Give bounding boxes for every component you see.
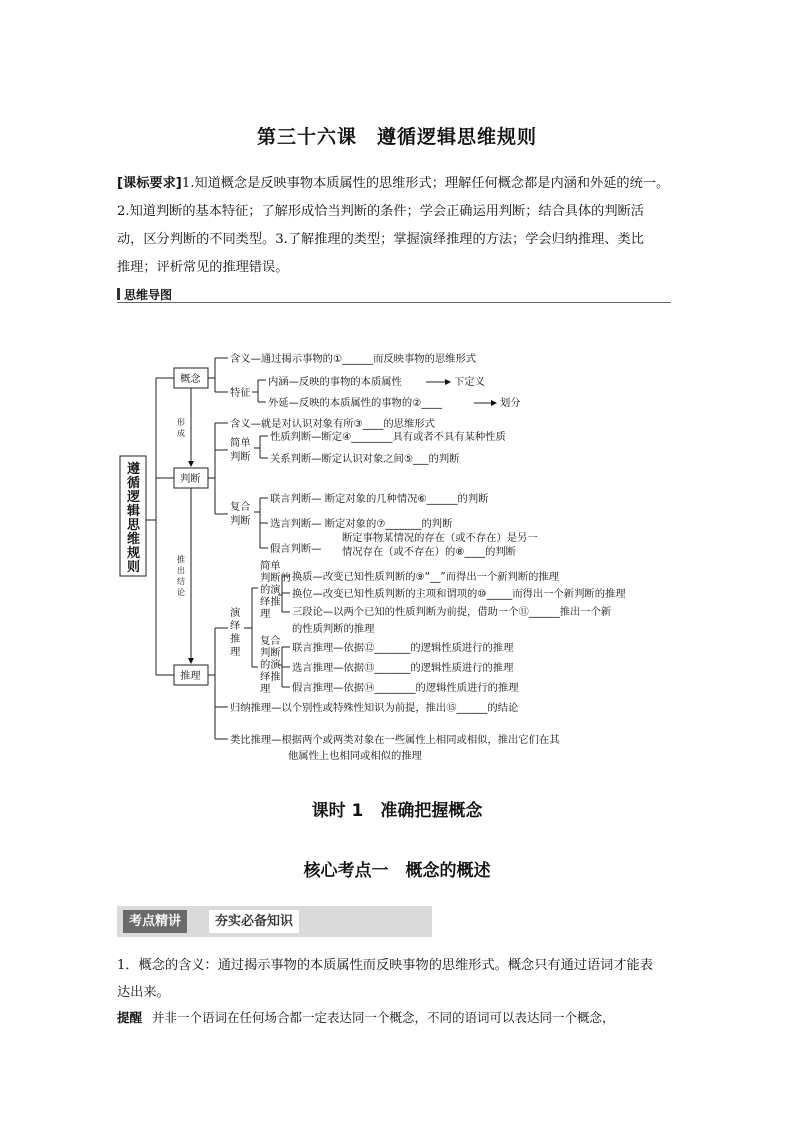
root-char-7: 规: [127, 546, 141, 561]
node-reasoning: 推理: [180, 670, 201, 682]
concept-meaning: 含义—通过揭示事物的①______而反映事物的思维形式: [230, 353, 477, 365]
analogy-reasoning-a: 类比推理—根据两个或两类对象在一些属性上相同或相似，推出它们在其: [230, 734, 560, 746]
deductive-4: 理: [230, 646, 241, 658]
compound-deductive-item-2: 选言推理—依据⑬_______的逻辑性质进行的推理: [292, 662, 514, 674]
simple-deductive-2: 判断的: [260, 572, 291, 584]
feature-intension-result: 下定义: [454, 376, 485, 388]
root-char-5: 思: [127, 518, 141, 533]
root-char-3: 逻: [127, 490, 141, 505]
header-bar-icon: [117, 288, 120, 300]
requirements-line-2: 2.知道判断的基本特征；了解形成恰当判断的条件；学会正确运用判断；结合具体的判断活: [117, 204, 644, 219]
analogy-reasoning-b: 他属性上也相同或相似的推理: [288, 750, 422, 762]
compound-judgment-item-3b: 情况存在（或不存在）的⑧____的判断: [342, 546, 516, 558]
root-char-2: 循: [127, 476, 141, 491]
arrow-derive-4: 论: [177, 588, 185, 597]
feature-intension: 内涵—反映的事物的本质属性: [268, 376, 402, 388]
requirements-tag: [课标要求]: [117, 176, 182, 191]
compound-deductive-3: 的演: [260, 659, 281, 671]
compound-deductive-2: 判断: [260, 647, 281, 659]
paragraph-line-1: 1．概念的含义：通过揭示事物的本质属性而反映事物的思维形式。概念只有通过语词才能表: [117, 958, 653, 973]
arrow-derive-1: 推: [177, 555, 185, 564]
simple-deductive-item-2: 换位—改变已知性质判断的主项和谓项的⑩_____而得出一个新判断的推理: [292, 588, 626, 600]
simple-deductive-4: 绎推: [260, 596, 281, 608]
simple-judgment-item-1: 性质判断—断定④________具有或者不具有某种性质: [270, 431, 506, 443]
compound-deductive-4: 绎推: [260, 671, 281, 683]
simple-judgment-2: 判断: [230, 451, 251, 463]
compound-deductive-item-1: 联言推理—依据⑫_______的逻辑性质进行的推理: [292, 642, 514, 654]
section-badge: [117, 906, 432, 937]
feature-extension: 外延—反映的本质属性的事物的②____: [268, 397, 442, 409]
arrow-derive-3: 结: [177, 577, 185, 586]
lesson-title: 课时 1 准确把握概念: [311, 801, 483, 821]
page-title: 第三十六课 遵循逻辑思维规则: [256, 126, 537, 148]
concept-feature: 特征: [230, 387, 251, 399]
compound-judgment-item-3a: 断定事物某情况的存在（或不存在）是另一: [342, 532, 538, 544]
point-title: 核心考点一 概念的概述: [303, 861, 491, 881]
compound-judgment-item-2: 选言判断— 断定对象的⑦_______的判断: [270, 518, 453, 530]
inductive-reasoning: 归纳推理—以个别性或特殊性知识为前提，推出⑮______的结论: [230, 702, 519, 714]
compound-deductive-1: 复合: [260, 635, 281, 647]
concept-definition-paragraph: [117, 952, 687, 1006]
badge-right: 夯实必备知识: [209, 910, 299, 933]
feature-extension-result: 划分: [500, 397, 521, 409]
root-char-8: 则: [127, 560, 141, 575]
simple-deductive-5: 理: [260, 608, 271, 620]
requirements-line-3: 动，区分判断的不同类型。3.了解推理的类型；掌握演绎推理的方法；学会归纳推理、类比: [117, 232, 644, 247]
reminder-text: 并非一个语词在任何场合都一定表达同一个概念，不同的语词可以表达同一个概念，: [152, 1010, 615, 1025]
arrow-derive-2: 出: [177, 566, 185, 575]
paragraph-line-2: 达出来。: [117, 985, 170, 1000]
compound-judgment-item-1: 联言判断— 断定对象的几种情况⑥______的判断: [270, 493, 489, 505]
requirements-line-1: [课标要求]1.知道概念是反映事物本质属性的思维形式；理解任何概念都是内涵和外延的统一。: [117, 176, 670, 191]
requirements-line-4: 推理；评析常见的推理错误。: [117, 260, 289, 275]
deductive-1: 演: [230, 607, 241, 619]
node-judgment: 判断: [180, 473, 201, 485]
badge-left: 考点精讲: [123, 910, 187, 933]
simple-deductive-item-3b: 的性质判断的推理: [292, 623, 375, 635]
simple-deductive-3: 的演: [260, 584, 281, 596]
compound-judgment-1: 复合: [230, 501, 251, 513]
reminder-note: [117, 1008, 687, 1028]
mind-map: [110, 330, 690, 770]
deductive-2: 绎: [230, 620, 241, 632]
mindmap-header: 思维导图: [117, 286, 671, 303]
compound-deductive-item-3: 假言推理—依据⑭________的逻辑性质进行的推理: [292, 682, 519, 694]
root-char-4: 辑: [127, 504, 141, 519]
compound-judgment-item-3-label: 假言判断—: [270, 543, 322, 555]
compound-deductive-5: 理: [260, 683, 271, 695]
deductive-3: 推: [230, 633, 241, 645]
node-concept: 概念: [180, 373, 201, 385]
simple-judgment-1: 简单: [230, 437, 251, 449]
simple-deductive-item-3a: 三段论—以两个已知的性质判断为前提，借助一个⑪______推出一个新: [292, 606, 612, 618]
simple-judgment-item-2: 关系判断—断定认识对象之间⑤___的判断: [270, 453, 460, 465]
reminder-tag: 提醒: [117, 1010, 143, 1025]
compound-judgment-2: 判断: [230, 515, 251, 527]
simple-deductive-item-1: 换质—改变已知性质判断的⑨“__”而得出一个新判断的推理: [292, 571, 560, 583]
arrow-form-2: 成: [177, 429, 185, 438]
root-char-6: 维: [127, 532, 141, 547]
simple-deductive-1: 简单: [260, 560, 281, 572]
root-char-1: 遵: [127, 462, 141, 477]
judgment-meaning: 含义—就是对认识对象有所③____的思维形式: [230, 418, 435, 430]
arrow-form-1: 形: [177, 418, 185, 427]
